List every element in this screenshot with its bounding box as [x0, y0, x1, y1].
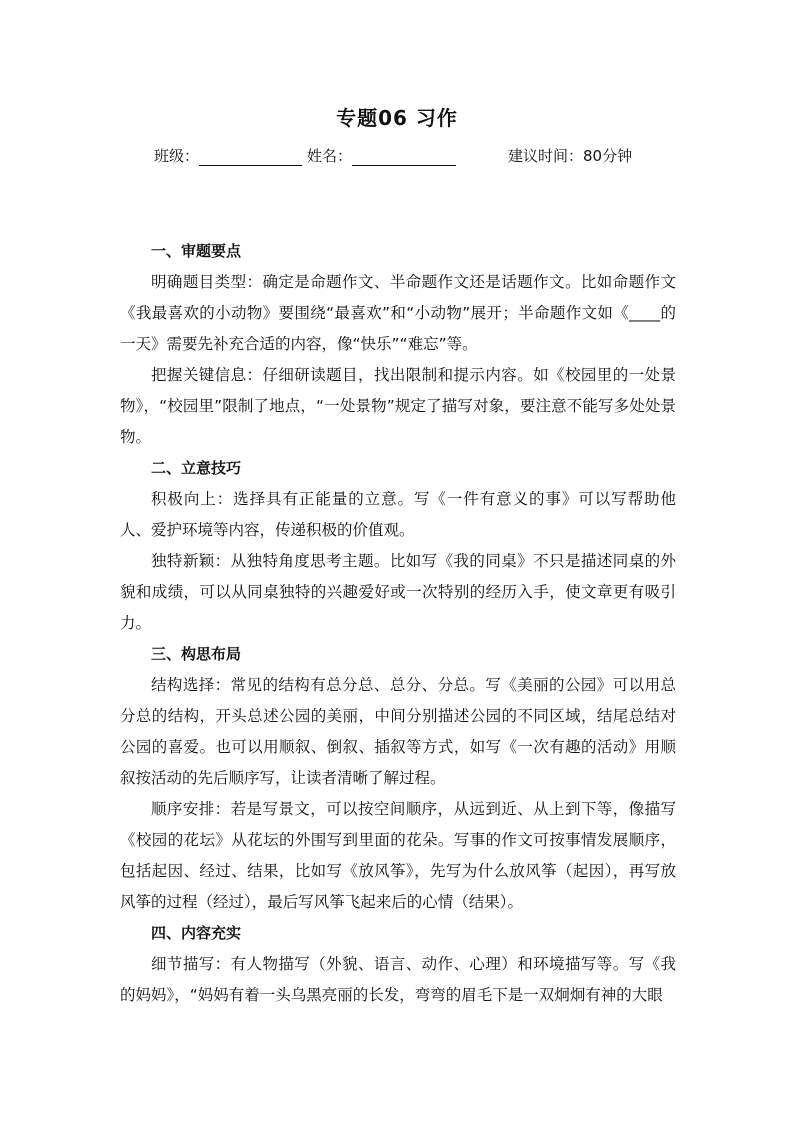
- paragraph: 顺序安排：若是写景文，可以按空间顺序，从远到近、从上到下等，像描写《校园的花坛》从花坛的外围写到里面的花朵。写事的作文可按事情发展顺序，包括起因、经过、结果，比如写《放风筝》，先写为什么放风筝（起因），再写放风筝的过程（经过），最后写风筝飞起来后的心情（结果）。: [120, 800, 676, 911]
- section-heading: 二、立意技巧: [151, 459, 242, 477]
- document-body: [120, 236, 676, 1011]
- paragraph: 细节描写：有人物描写（外貌、语言、动作、心理）和环境描写等。写《我的妈妈》，“妈妈有着一头乌黑亮丽的长发，弯弯的眉毛下是一双炯炯有神的大眼: [120, 955, 676, 1004]
- class-blank: [199, 149, 302, 166]
- section-heading: 一、审题要点: [151, 242, 242, 260]
- info-row: [0, 145, 794, 167]
- class-label: 班级：: [154, 147, 200, 165]
- name-field: [307, 145, 456, 166]
- paragraph: 独特新颖：从独特角度思考主题。比如写《我的同桌》不只是描述同桌的外貌和成绩，可以从同桌独特的兴趣爱好或一次特别的经历入手，使文章更有吸引力。: [120, 552, 676, 632]
- suggested-time: 建议时间：80分钟: [508, 147, 633, 165]
- section-heading: 三、构思布局: [151, 645, 242, 663]
- document-title: 专题06 习作: [336, 106, 458, 130]
- name-blank: [352, 149, 456, 166]
- name-label: 姓名：: [307, 147, 353, 165]
- section-heading: 四、内容充实: [151, 924, 242, 942]
- paragraph: 结构选择：常见的结构有总分总、总分、分总。写《美丽的公园》可以用总分总的结构，开头总述公园的美丽，中间分别描述公园的不同区域，结尾总结对公园的喜爱。也可以用顺叙、倒叙、插叙等方式，如写《一次有趣的活动》用顺叙按活动的先后顺序写，让读者清晰了解过程。: [120, 676, 676, 787]
- class-field: [154, 145, 302, 166]
- paragraph: 把握关键信息：仔细研读题目，找出限制和提示内容。如《校园里的一处景物》，“校园里”限制了地点，“一处景物”规定了描写对象，要注意不能写多处处景物。: [120, 366, 676, 446]
- paragraph: 明确题目类型：确定是命题作文、半命题作文还是话题作文。比如命题作文《我最喜欢的小动物》要围绕“最喜欢”和“小动物”展开；半命题作文如《____的一天》需要先补充合适的内容，像“快乐”“难忘”等。: [120, 273, 676, 353]
- paragraph: 积极向上：选择具有正能量的立意。写《一件有意义的事》可以写帮助他人、爱护环境等内容，传递积极的价值观。: [120, 490, 676, 539]
